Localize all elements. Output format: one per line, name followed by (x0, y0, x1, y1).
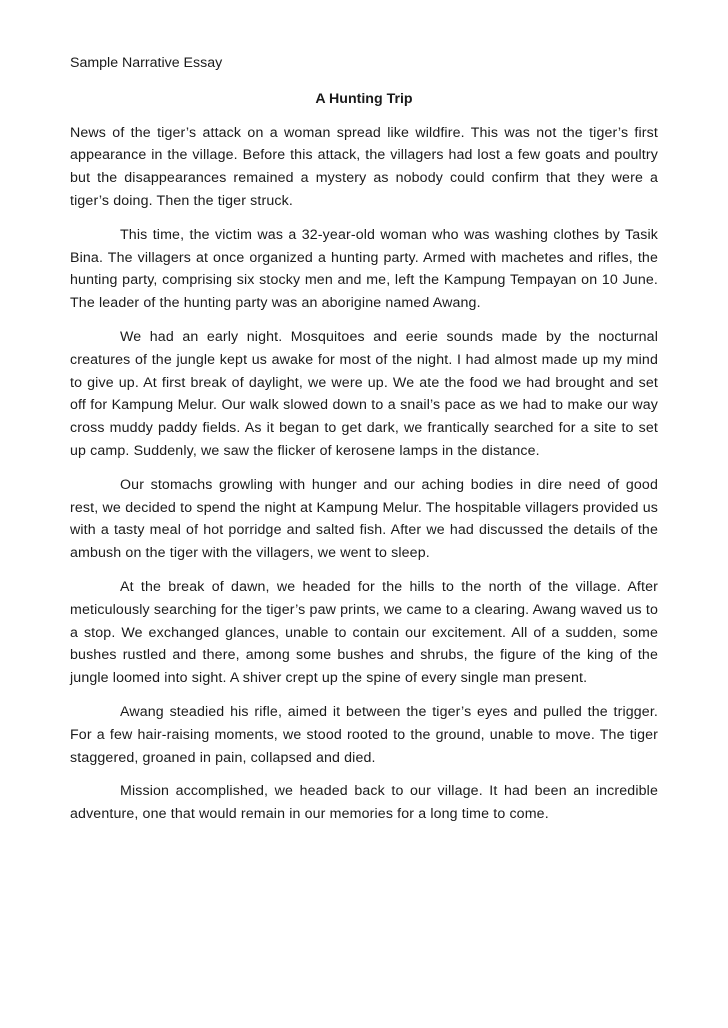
essay-title: A Hunting Trip (315, 90, 413, 107)
paragraph-7: Mission accomplished, we headed back to our village. It had been an incredible adventure, one that would remain in our memories for a long time to come. (70, 783, 658, 823)
document-header-label: Sample Narrative Essay (70, 55, 223, 71)
paragraph-4: Our stomachs growling with hunger and our aching bodies in dire need of good rest, we decided to spend the night at Kampung Melur. The hospitable villagers provided us with a tasty meal of hot porridge and salted fish. After we had discussed the details of the ambush on the tiger with the villagers, we went to sleep. (70, 476, 658, 562)
paragraph-5: At the break of dawn, we headed for the hills to the north of the village. After meticulously searching for the tiger’s paw prints, we came to a clearing. Awang waved us to a stop. We exchanged glances, unable to contain our excitement. All of a sudden, some bushes rustled and there, among some bushes and shrubs, the figure of the king of the jungle loomed into sight. A shiver crept up the spine of every single man present. (70, 578, 658, 687)
paragraph-6: Awang steadied his rifle, aimed it between the tiger’s eyes and pulled the trigger. For a few hair-raising moments, we stood rooted to the ground, unable to move. The tiger staggered, groaned in pain, collapsed and died. (70, 703, 658, 766)
paragraph-1: News of the tiger’s attack on a woman spread like wildfire. This was not the tiger’s first appearance in the village. Before this attack, the villagers had lost a few goats and poultry but the disappearances remained a mystery as nobody could confirm that they were a tiger’s doing. Then the tiger struck. (70, 124, 658, 209)
paragraph-3: We had an early night. Mosquitoes and eerie sounds made by the nocturnal creatures of the jungle kept us awake for most of the night. I had almost made up my mind to give up. At first break of daylight, we were up. We ate the food we had brought and set off for Kampung Melur. Our walk slowed down to a snail’s pace as we had to make our way cross muddy paddy fields. As it began to get dark, we frantically searched for a site to set up camp. Suddenly, we saw the flicker of kerosene lamps in the distance. (70, 328, 658, 459)
paragraph-2: This time, the victim was a 32-year-old woman who was washing clothes by Tasik Bina. The villagers at once organized a hunting party. Armed with machetes and rifles, the hunting party, comprising six stocky men and me, left the Kampung Tempayan on 10 June. The leader of the hunting party was an aborigine named Awang. (70, 226, 658, 312)
